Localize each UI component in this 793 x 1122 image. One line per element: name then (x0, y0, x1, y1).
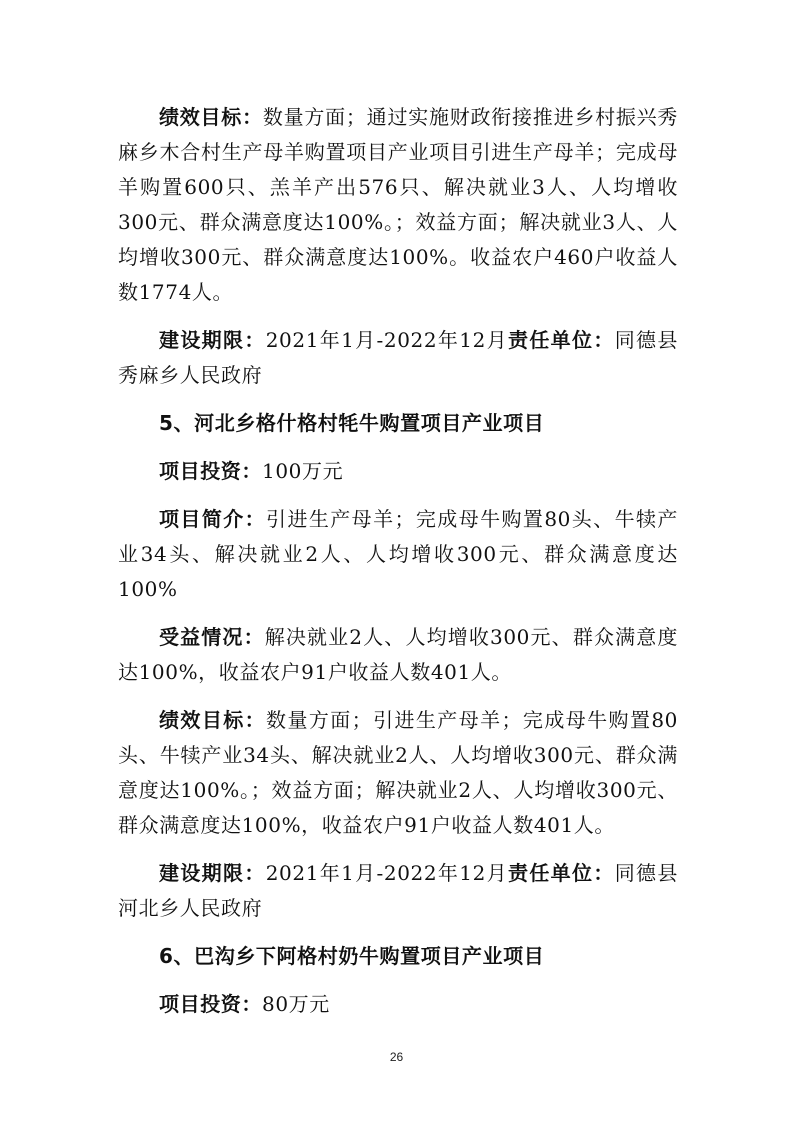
s5-heading: 5、河北乡格什格村牦牛购置项目产业项目 (159, 411, 545, 435)
s5-intro-label: 项目简介： (159, 507, 267, 531)
s4-period-label: 建设期限： (159, 328, 266, 352)
s5-intro-text: 引进生产母羊；完成母牛购置80头、牛犊产业34头、解决就业2人、人均增收300元、群众满意度达100% (118, 507, 679, 601)
s6-investment-paragraph (118, 987, 678, 1022)
s5-performance-label: 绩效目标： (159, 708, 267, 732)
s5-performance-paragraph (118, 703, 678, 843)
s4-unit-text: 同德县秀麻乡人民政府 (118, 328, 679, 387)
s5-performance-text: 数量方面；引进生产母羊；完成母牛购置80头、牛犊产业34头、解决就业2人、人均增收300元、群众满意度达100%。；效益方面；解决就业2人、人均增收300元、群众满意度达100%，收益农户91户收益人数401人。 (118, 708, 679, 837)
s6-investment-label: 项目投资： (159, 992, 262, 1016)
s4-performance-paragraph (118, 100, 678, 310)
s5-investment-paragraph (118, 454, 678, 489)
s5-unit-label: 责任单位： (508, 861, 615, 885)
document-body (118, 100, 678, 1035)
s6-investment-text: 80万元 (262, 992, 330, 1016)
s5-investment-label: 项目投资： (159, 459, 262, 483)
s5-benefit-text: 解决就业2人、人均增收300元、群众满意度达100%，收益农户91户收益人数401人。 (118, 625, 678, 684)
s5-unit-text: 同德县河北乡人民政府 (118, 861, 679, 920)
s5-period-text: 2021年1月-2022年12月 (265, 861, 508, 885)
s4-period-text: 2021年1月-2022年12月 (265, 328, 508, 352)
page-number: 26 (389, 1050, 404, 1064)
s4-period-paragraph (118, 323, 678, 393)
s6-heading: 6、巴沟乡下阿格村奶牛购置项目产业项目 (159, 944, 545, 968)
s5-investment-text: 100万元 (262, 459, 344, 483)
s5-period-label: 建设期限： (159, 861, 266, 885)
s5-benefit-paragraph (118, 620, 678, 690)
s5-intro-paragraph (118, 502, 678, 607)
s4-performance-label: 绩效目标： (159, 105, 263, 129)
s5-benefit-label: 受益情况： (159, 625, 265, 649)
s5-period-paragraph (118, 856, 678, 926)
s4-performance-text: 数量方面；通过实施财政衔接推进乡村振兴秀麻乡木合村生产母羊购置项目产业项目引进生产母羊；完成母羊购置600只、羔羊产出576只、解决就业3人、人均增收300元、群众满意度达100%。；效益方面；解决就业3人、人均增收300元、群众满意度达100%。收益农户460户收益人数1774人。 (118, 105, 679, 304)
s4-unit-label: 责任单位： (508, 328, 615, 352)
